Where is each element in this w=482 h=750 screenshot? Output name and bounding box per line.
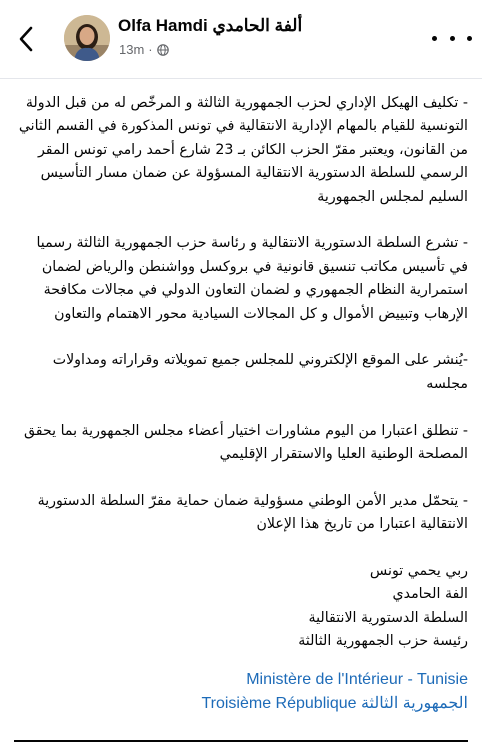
author-name[interactable]: Olfa Hamdi ألفة الحامدي <box>118 16 303 35</box>
back-button[interactable] <box>12 22 40 56</box>
globe-icon <box>157 44 169 56</box>
signature-line: رئيسة حزب الجمهورية الثالثة <box>298 633 468 650</box>
post-paragraph: - يتحمّل مدير الأمن الوطني مسؤولية ضمان حماية مقرّ السلطة الدستورية الانتقالية اعتبارا من تاريخ هذا الإعلان <box>37 492 468 533</box>
signature-line: السلطة الدستورية الانتقالية <box>308 609 468 626</box>
more-options-button[interactable] <box>432 28 472 48</box>
post-paragraph: - تنطلق اعتبارا من اليوم مشاورات اختيار أعضاء مجلس الجمهورية بما يحقق المصلحة الوطنية العليا والاستقرار الإقليمي <box>23 422 468 463</box>
post-header <box>0 0 482 78</box>
post-meta <box>119 42 169 57</box>
signature-line: الفة الحامدي <box>392 586 468 603</box>
chevron-left-icon <box>18 25 34 53</box>
signature-line: ربي يحمي تونس <box>369 563 468 580</box>
avatar[interactable] <box>64 15 110 61</box>
avatar-image <box>64 15 110 61</box>
tagged-pages <box>14 668 468 716</box>
tagged-page-link[interactable]: Ministère de l'Intérieur - Tunisie <box>246 670 468 688</box>
meta-separator: · <box>148 42 153 57</box>
signature-block <box>14 560 468 654</box>
post-text <box>14 92 468 716</box>
post-paragraph: -يُنشر على الموقع الإلكتروني للمجلس جميع تمويلاته وقراراته ومداولات مجلسه <box>52 352 468 392</box>
header-divider <box>0 78 482 79</box>
post-paragraph: - تكليف الهيكل الإداري لحزب الجمهورية الثالثة و المرخّص له من قبل الدولة التونسية للقيام بالمهام الإدارية الانتقالية في تونس المذكورة في القسم الثاني من القانون، ويعتبر مقرّ الحزب الكائن بـ 23 شارع أحمد رامي تونس المقر الرسمي للسلطة الدستورية الانتقالية المسؤولة عن ضمان مسار التأسيس السليم لمجلس الجمهورية <box>18 95 468 205</box>
bottom-divider <box>14 740 468 742</box>
tagged-page-link[interactable]: Troisième République الجمهورية الثالثة <box>201 694 468 712</box>
post-paragraph: - تشرع السلطة الدستورية الانتقالية و رئاسة حزب الجمهورية الثالثة رسميا في تأسيس مكاتب تنسيق قانونية في بروكسل وواشنطن والرياض لضمان استمرارية النظام الجمهوري و لضمان التعاون الدولي في مجالات مكافحة الإرهاب وتبييض الأموال و كل المجالات السيادية محور الاهتمام والتعاون <box>36 235 468 322</box>
more-dots-icon <box>432 36 437 41</box>
post-time[interactable]: 13m <box>119 42 145 57</box>
